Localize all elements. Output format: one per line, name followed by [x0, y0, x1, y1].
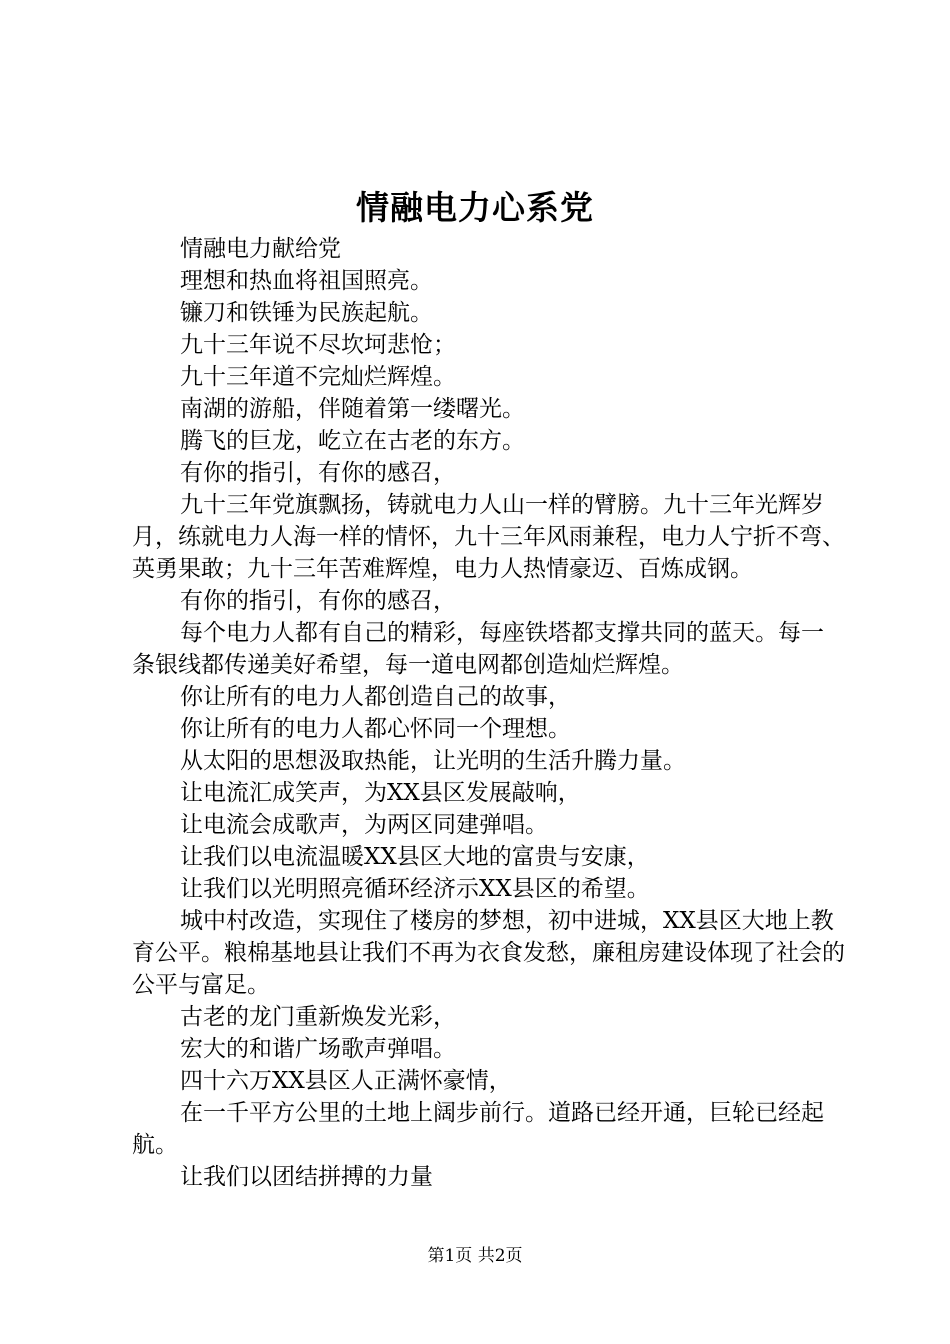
paragraph: 古老的龙门重新焕发光彩，: [180, 1004, 456, 1030]
paragraph: 南湖的游船，伴随着第一缕曙光。: [180, 396, 525, 422]
paragraph: 让电流会成歌声，为两区同建弹唱。: [180, 812, 548, 838]
paragraph: 镰刀和铁锤为民族起航。: [180, 300, 433, 326]
paragraph: 从太阳的思想汲取热能，让光明的生活升腾力量。: [180, 748, 686, 774]
paragraph: 九十三年道不完灿烂辉煌。: [180, 364, 456, 390]
paragraph: 四十六万XX县区人正满怀豪情，: [180, 1068, 512, 1094]
paragraph: 在一千平方公里的土地上阔步前行。道路已经开通，巨轮已经起航。: [132, 1100, 824, 1158]
paragraph: 九十三年党旗飘扬，铸就电力人山一样的臂膀。九十三年光辉岁月，练就电力人海一样的情怀，九十三年风雨兼程，电力人宁折不弯、英勇果敢；九十三年苦难辉煌，电力人热情豪迈、百炼成钢。: [132, 492, 845, 582]
paragraph: 腾飞的巨龙，屹立在古老的东方。: [180, 428, 525, 454]
paragraph: 有你的指引，有你的感召，: [180, 588, 456, 614]
paragraph: 让电流汇成笑声，为XX县区发展敲响，: [180, 780, 581, 806]
paragraph: 有你的指引，有你的感召，: [180, 460, 456, 486]
paragraph: 你让所有的电力人都创造自己的故事，: [180, 684, 571, 710]
page-footer: 第1页 共2页: [427, 1246, 523, 1266]
paragraph: 让我们以团结拼搏的力量: [180, 1164, 433, 1190]
paragraph: 宏大的和谐广场歌声弹唱。: [180, 1036, 456, 1062]
paragraph: 让我们以电流温暖XX县区大地的富贵与安康，: [180, 844, 650, 870]
paragraph: 九十三年说不尽坎坷悲怆；: [180, 332, 456, 358]
paragraph: 情融电力献给党: [180, 236, 341, 262]
paragraph: 城中村改造，实现住了楼房的梦想，初中进城，XX县区大地上教育公平。粮棉基地县让我们不再为衣食发愁，廉租房建设体现了社会的公平与富足。: [132, 908, 845, 998]
paragraph: 你让所有的电力人都心怀同一个理想。: [180, 716, 571, 742]
document-body: [132, 233, 846, 1193]
paragraph: 每个电力人都有自己的精彩，每座铁塔都支撑共同的蓝天。每一条银线都传递美好希望，每一道电网都创造灿烂辉煌。: [132, 620, 824, 678]
document-title: 情融电力心系党: [356, 188, 594, 227]
paragraph: 让我们以光明照亮循环经济示XX县区的希望。: [180, 876, 650, 902]
paragraph: 理想和热血将祖国照亮。: [180, 268, 433, 294]
